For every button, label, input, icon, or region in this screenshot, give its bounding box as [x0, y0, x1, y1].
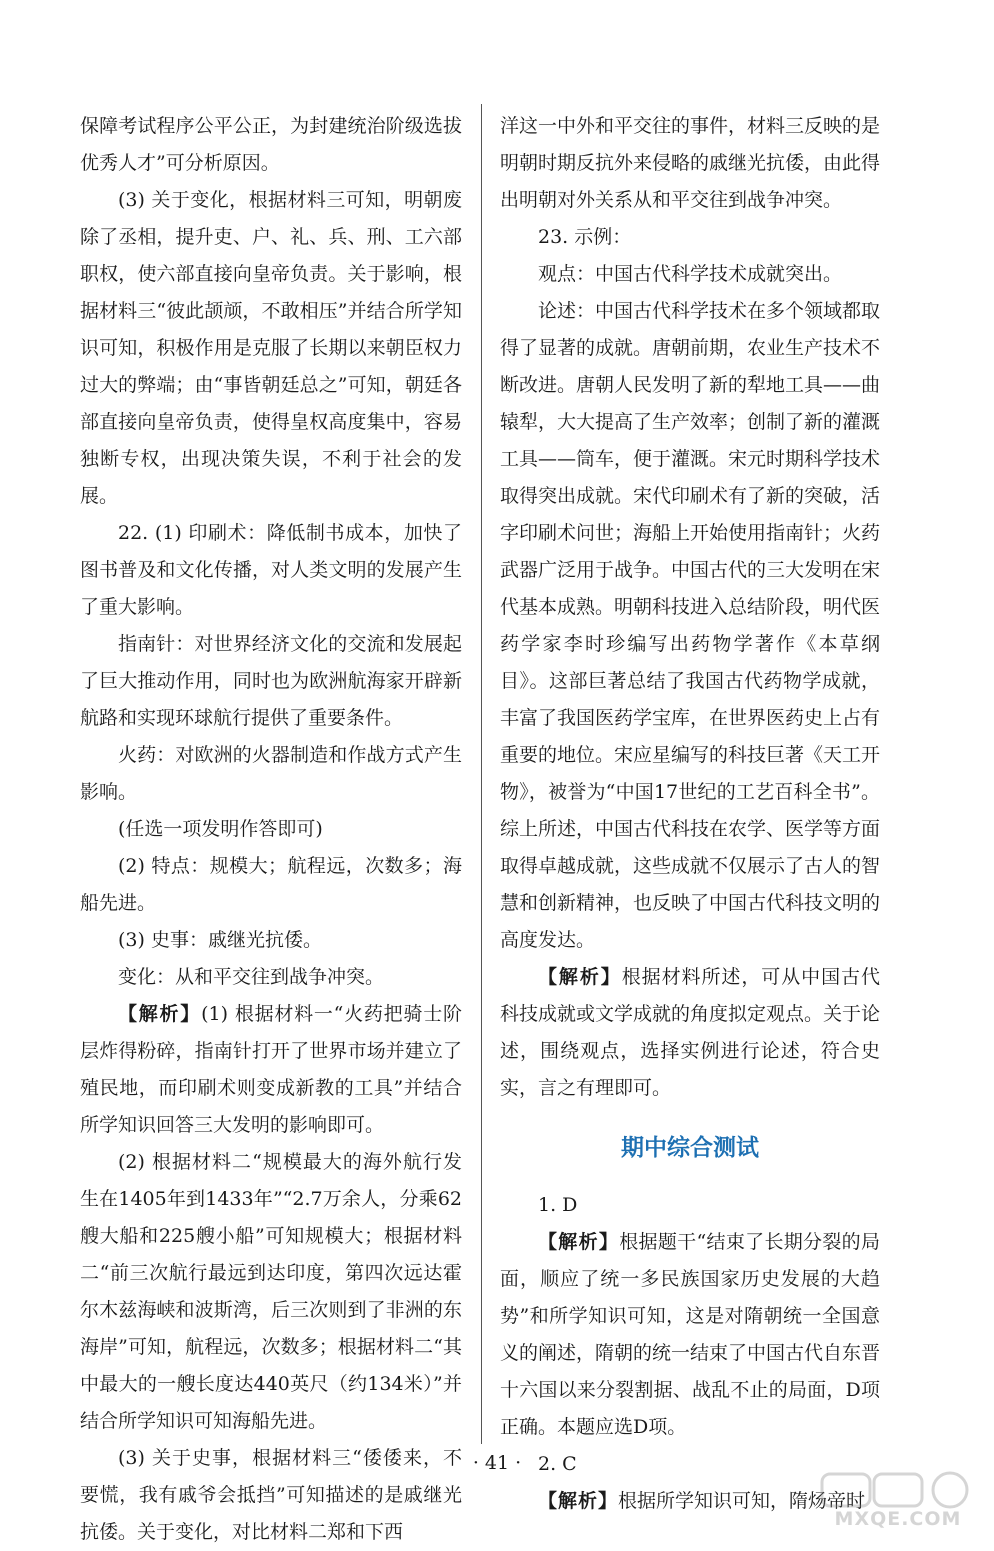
section-title: 期中综合测试 [621, 1135, 759, 1161]
paragraph: 保障考试程序公平公正，为封建统治阶级选拔优秀人才”可分析原因。 [80, 115, 462, 174]
watermark-logo-icon [818, 1470, 978, 1510]
analysis-tag: 【解析】 [538, 1231, 620, 1253]
analysis-paragraph [80, 996, 462, 1144]
left-column [80, 108, 462, 1551]
paragraph: 论述：中国古代科学技术在多个领域都取得了显著的成就。唐朝前期，农业生产技术不断改进。唐朝人民发明了新的犁地工具——曲辕犁，大大提高了生产效率；创制了新的灌溉工具——筒车，便于灌溉。宋元时期科学技术取得突出成就。宋代印刷术有了新的突破，活字印刷术问世；海船上开始使用指南针；火药武器广泛用于战争。中国古代的三大发明在宋代基本成熟。明朝科技进入总结阶段，明代医药学家李时珍编写出药物学著作《本草纲目》。这部巨著总结了我国古代药物学成就，丰富了我国医药学宝库，在世界医药史上占有重要的地位。宋应星编写的科技巨著《天工开物》，被誉为“中国17世纪的工艺百科全书”。综上所述，中国古代科技在农学、医学等方面取得卓越成就，这些成就不仅展示了古人的智慧和创新精神，也反映了中国古代科技文明的高度发达。 [500, 300, 881, 951]
analysis-text: 根据所学知识可知，隋炀帝时 [618, 1490, 866, 1512]
paragraph: 变化：从和平交往到战争冲突。 [118, 966, 385, 988]
page-number: · 41 · [472, 1452, 522, 1474]
paragraph: (3) 关于史事，根据材料三“倭倭来，不要慌，我有戚爷会抵挡”可知描述的是戚继光抗倭。关于变化，对比材料二郑和下西 [80, 1447, 462, 1543]
paragraph: 指南针：对世界经济文化的交流和发展起了巨大推动作用，同时也为欧洲航海家开辟新航路和实现环球航行提供了重要条件。 [80, 633, 462, 729]
paragraph: 观点：中国古代科学技术成就突出。 [538, 263, 843, 285]
paragraph: (3) 关于变化，根据材料三可知，明朝废除了丞相，提升吏、户、礼、兵、刑、工六部职权，使六部直接向皇帝负责。关于影响，根据材料三“彼此颉颃，不敢相压”并结合所学知识可知，积极作用是克服了长期以来朝臣权力过大的弊端；由“事皆朝廷总之”可知，朝廷各部直接向皇帝负责，使得皇权高度集中，容易独断专权，出现决策失误，不利于社会的发展。 [80, 189, 462, 507]
analysis-paragraph [500, 959, 880, 1107]
watermark-logo [818, 1470, 978, 1532]
paragraph: 23. 示例： [538, 226, 632, 248]
answer-line: 1. D [538, 1194, 578, 1216]
analysis-tag: 【解析】 [538, 1490, 619, 1512]
analysis-text: (1) 根据材料一“火药把骑士阶层炸得粉碎，指南针打开了世界市场并建立了殖民地，而印刷术则变成新教的工具”并结合所学知识回答三大发明的影响即可。 [80, 1003, 462, 1136]
paragraph: (任选一项发明作答即可) [118, 818, 323, 840]
analysis-tag: 【解析】 [118, 1003, 202, 1025]
analysis-paragraph [500, 1224, 880, 1446]
answer-line: 2. C [538, 1453, 577, 1475]
paragraph: (3) 史事：戚继光抗倭。 [118, 929, 322, 951]
paragraph: 洋这一中外和平交往的事件，材料三反映的是明朝时期反抗外来侵略的戚继光抗倭，由此得出明朝对外关系从和平交往到战争冲突。 [500, 115, 881, 211]
paragraph: 火药：对欧洲的火器制造和作战方式产生影响。 [80, 744, 462, 803]
watermark-site-text: MXQE.COM [834, 1508, 962, 1530]
analysis-text: 根据材料所述，可从中国古代科技成就或文学成就的角度拟定观点。关于论述，围绕观点，选择实例进行论述，符合史实，言之有理即可。 [500, 966, 881, 1099]
analysis-tag: 【解析】 [538, 966, 622, 988]
analysis-text: 根据题干“结束了长期分裂的局面，顺应了统一多民族国家历史发展的大趋势”和所学知识可知，这是对隋朝统一全国意义的阐述，隋朝的统一结束了中国古代自东晋十六国以来分裂割据、战乱不止的局面，D项正确。本题应选D项。 [500, 1231, 881, 1438]
paragraph: 22. (1) 印刷术：降低制书成本，加快了图书普及和文化传播，对人类文明的发展产生了重大影响。 [80, 522, 462, 618]
paragraph: (2) 根据材料二“规模最大的海外航行发生在1405年到1433年”“2.7万余人，分乘62艘大船和225艘小船”可知规模大；根据材料二“前三次航行最远到达印度，第四次远达霍尔木兹海峡和波斯湾，后三次则到了非洲的东海岸”可知，航程远，次数多；根据材料二“其中最大的一艘长度达440英尺（约134米）”并结合所学知识可知海船先进。 [80, 1151, 462, 1432]
column-divider [481, 104, 482, 1444]
paragraph: (2) 特点：规模大；航程远，次数多；海船先进。 [80, 855, 462, 914]
right-column [500, 108, 880, 1520]
